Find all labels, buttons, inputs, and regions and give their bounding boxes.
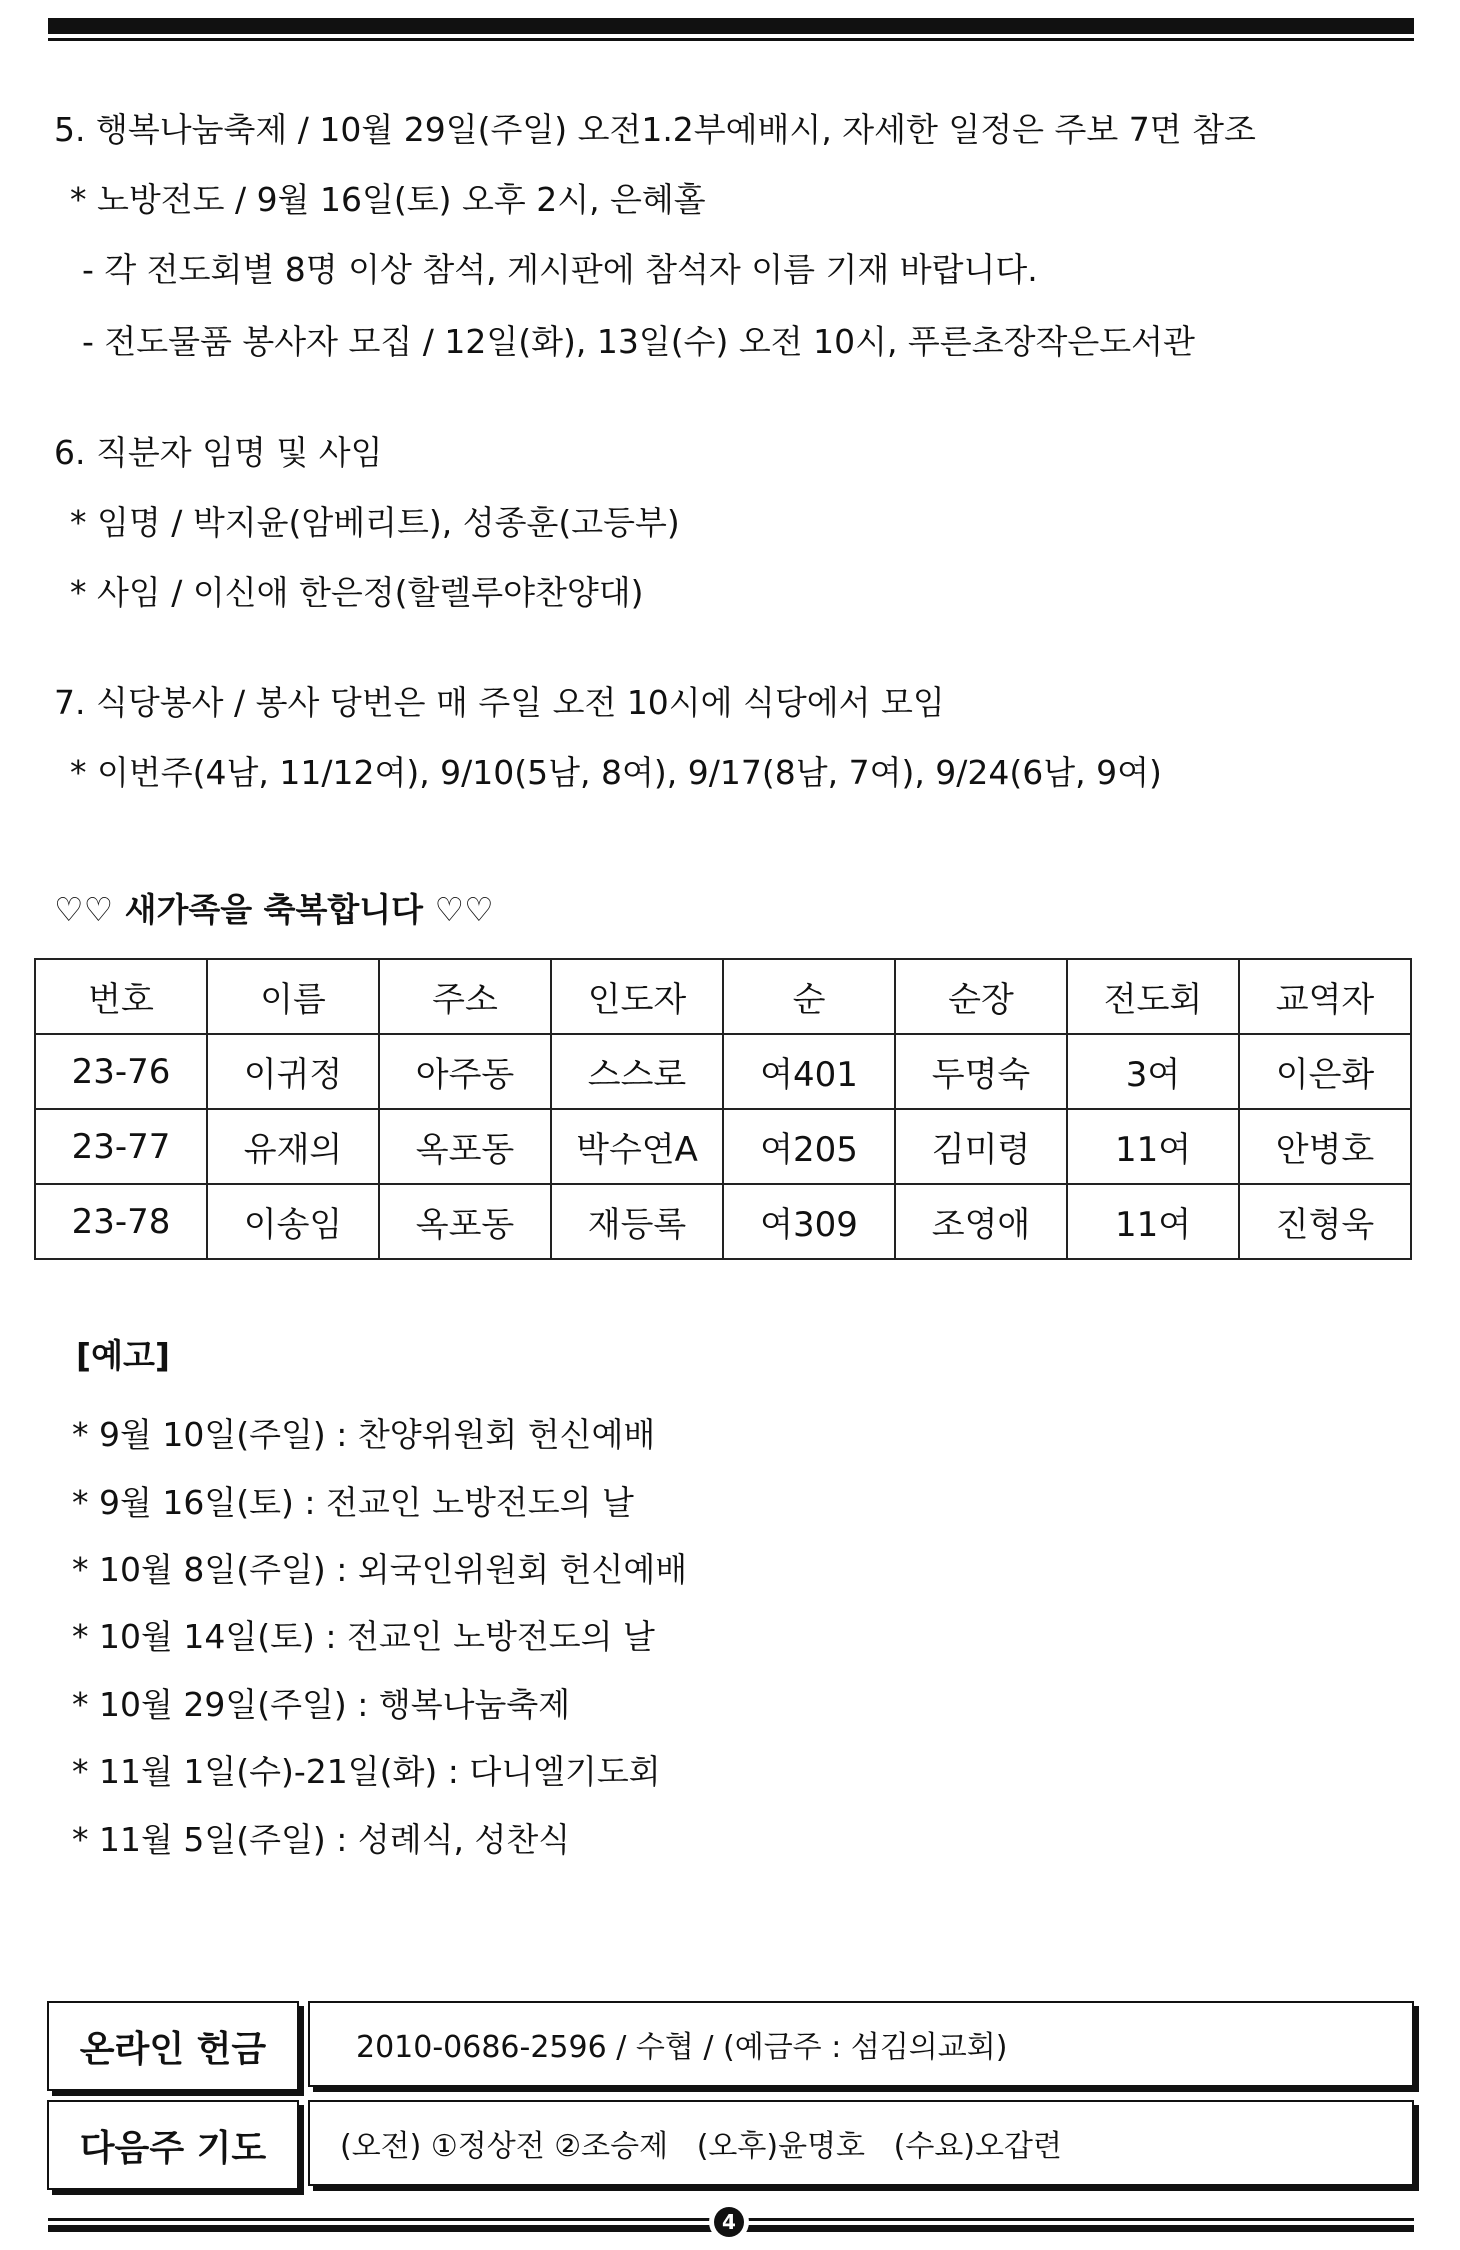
table-cell: 스스로 [551,1034,723,1109]
preview-item: * 10월 14일(토) : 전교인 노방전도의 날 [72,1617,655,1656]
table-cell: 유재의 [207,1109,379,1184]
column-header: 주소 [379,959,551,1034]
table-header-row [35,959,1411,1034]
table-cell: 옥포동 [379,1109,551,1184]
table-row [35,1034,1411,1109]
table-cell: 아주동 [379,1034,551,1109]
preview-item: * 11월 1일(수)-21일(화) : 다니엘기도회 [72,1752,661,1791]
table-cell: 여309 [723,1184,895,1259]
new-family-table [34,958,1412,1260]
column-header: 전도회 [1067,959,1239,1034]
announcement-6-resignation: * 사임 / 이신애 한은정(할렐루야찬양대) [70,573,644,612]
table-cell: 조영애 [895,1184,1067,1259]
table-cell: 재등록 [551,1184,723,1259]
top-rule [48,18,1414,34]
table-row [35,1109,1411,1184]
preview-item: * 9월 16일(토) : 전교인 노방전도의 날 [72,1483,634,1522]
announcement-5-subitem-volunteers: - 전도물품 봉사자 모집 / 12일(화), 13일(수) 오전 10시, 푸른초장작은도서관 [82,322,1195,361]
preview-item: * 11월 5일(주일) : 성례식, 성찬식 [72,1820,571,1859]
online-offering-account: 2010-0686-2596 / 수협 / (예금주 : 섬김의교회) [356,2030,1008,2065]
preview-item: * 10월 8일(주일) : 외국인위원회 헌신예배 [72,1550,688,1589]
column-header: 순 [723,959,895,1034]
page-number: 4 [714,2207,744,2237]
online-offering-label-box [47,2001,299,2091]
announcement-6-appointment: * 임명 / 박지윤(암베리트), 성종훈(고등부) [70,503,680,542]
table-cell: 23-78 [35,1184,207,1259]
table-cell: 11여 [1067,1109,1239,1184]
column-header: 순장 [895,959,1067,1034]
column-header: 교역자 [1239,959,1411,1034]
table-cell: 안병호 [1239,1109,1411,1184]
table-cell: 옥포동 [379,1184,551,1259]
table-cell: 여401 [723,1034,895,1109]
announcement-6-title: 6. 직분자 임명 및 사임 [54,433,383,472]
table-cell: 이귀정 [207,1034,379,1109]
announcement-5-subitem-attendance: - 각 전도회별 8명 이상 참석, 게시판에 참석자 이름 기재 바랍니다. [82,250,1038,289]
online-offering-label: 온라인 헌금 [79,2028,267,2070]
table-cell: 3여 [1067,1034,1239,1109]
column-header: 인도자 [551,959,723,1034]
next-week-prayer-names: (오전) ①정상전 ②조승제 (오후)윤명호 (수요)오갑련 [340,2129,1062,2164]
next-week-prayer-value-box [308,2100,1414,2186]
table-cell: 박수연A [551,1109,723,1184]
announcement-7-schedule: * 이번주(4남, 11/12여), 9/10(5남, 8여), 9/17(8남, 7여), 9/24(6남, 9여) [70,753,1162,792]
column-header: 번호 [35,959,207,1034]
new-family-heading: ♡♡ 새가족을 축복합니다 ♡♡ [54,890,494,929]
announcement-5-item-street-evangelism: * 노방전도 / 9월 16일(토) 오후 2시, 은혜홀 [70,180,706,219]
next-week-prayer-label: 다음주 기도 [79,2127,267,2169]
table-cell: 여205 [723,1109,895,1184]
next-week-prayer-label-box [47,2100,299,2190]
table-cell: 두명숙 [895,1034,1067,1109]
column-header: 이름 [207,959,379,1034]
online-offering-value-box [308,2001,1414,2087]
table-cell: 진형욱 [1239,1184,1411,1259]
table-cell: 11여 [1067,1184,1239,1259]
table-cell: 김미령 [895,1109,1067,1184]
table-cell: 이은화 [1239,1034,1411,1109]
table-cell: 23-76 [35,1034,207,1109]
table-cell: 23-77 [35,1109,207,1184]
preview-item: * 10월 29일(주일) : 행복나눔축제 [72,1685,571,1724]
announcement-7-title: 7. 식당봉사 / 봉사 당번은 매 주일 오전 10시에 식당에서 모임 [54,683,945,722]
preview-item: * 9월 10일(주일) : 찬양위원회 헌신예배 [72,1415,656,1454]
preview-heading: [예고] [76,1336,170,1375]
table-cell: 이송임 [207,1184,379,1259]
announcement-5-title: 5. 행복나눔축제 / 10월 29일(주일) 오전1.2부예배시, 자세한 일정은 주보 7면 참조 [54,110,1256,149]
table-row [35,1184,1411,1259]
